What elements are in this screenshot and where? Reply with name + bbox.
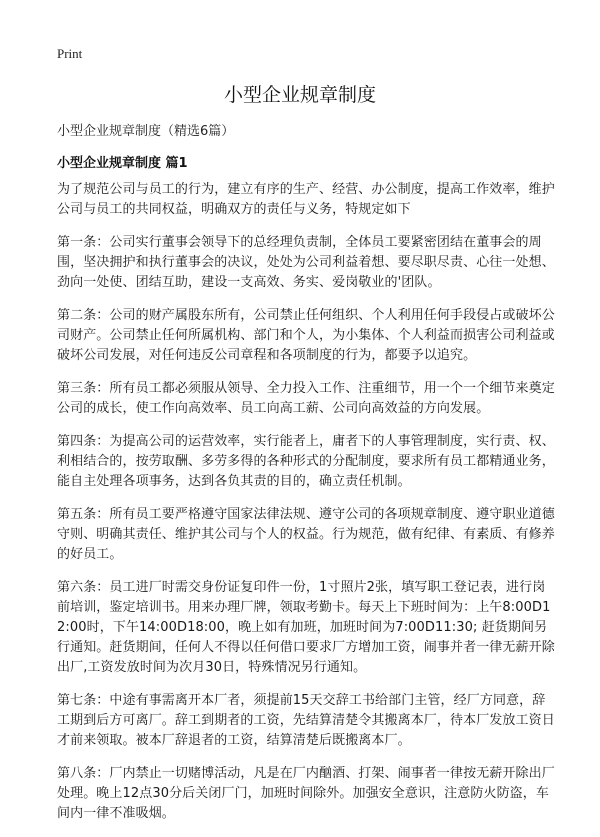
document-title: 小型企业规章制度 bbox=[223, 84, 376, 106]
paragraph-article-4: 第四条：为提高公司的运营效率，实行能者上，庸者下的人事管理制度，实行责、权、利相结合的，按劳取酬、多劳多得的各种形式的分配制度，要求所有员工都精通业务，能自主处理各项事务，达到各负其责的目的，确立责任机制。 bbox=[57, 434, 555, 489]
print-link[interactable]: Print bbox=[57, 46, 83, 61]
paragraph-article-8: 第八条：厂内禁止一切赌博活动，凡是在厂内酗酒、打架、闹事者一律按无薪开除出厂处理。晚上12点30分后关闭厂门，加班时间除外。加强安全意识，注意防火防盗，车间内一律不准吸烟。 bbox=[57, 766, 555, 821]
paragraph-intro: 为了规范公司与员工的行为，建立有序的生产、经营、办公制度，提高工作效率，维护公司与员工的共同权益，明确双方的责任与义务，特规定如下 bbox=[57, 182, 555, 217]
paragraph-article-2: 第二条：公司的财产属股东所有，公司禁止任何组织、个人利用任何手段侵占或破坏公司财产。公司禁止任何所属机构、部门和个人，为小集体、个人利益而损害公司利益或破坏公司发展，对任何违反公司章程和各项制度的行为，都要予以追究。 bbox=[57, 308, 555, 363]
article-body bbox=[57, 180, 557, 837]
paragraph-article-6: 第六条：员工进厂时需交身份证复印件一份，1寸照片2张，填写职工登记表，进行岗前培训，鉴定培训书。用来办理厂牌，领取考勤卡。每天上下班时间为：上午8:00D12:00时，下午14:00D18:00，晚上如有加班，加班时间为7:00D11:30; 赶货期间另行通知。赶货期间，任何人不得以任何借口要求厂方增加工资，闹事并者一律无薪开除出厂,工资发放时间为次月30日，特殊情况另行通知。 bbox=[57, 580, 555, 675]
paragraph-article-5: 第五条：所有员工要严格遵守国家法律法规、遵守公司的各项规章制度、遵守职业道德守则、明确其责任、维护其公司与个人的权益。行为规范，做有纪律、有素质、有修养的好员工。 bbox=[57, 507, 555, 562]
document-subtitle: 小型企业规章制度（精选6篇） bbox=[57, 124, 235, 139]
paragraph-article-3: 第三条：所有员工都必须服从领导、全力投入工作、注重细节，用一个一个细节来奠定公司的成长，使工作向高效率、员工向高工薪、公司向高效益的方向发展。 bbox=[57, 381, 555, 416]
section-heading: 小型企业规章制度 篇1 bbox=[57, 156, 188, 171]
paragraph-article-1: 第一条：公司实行董事会领导下的总经理负责制，全体员工要紧密团结在董事会的周围，坚决拥护和执行董事会的决议，处处为公司利益着想、要尽职尽责、心往一处想、劲向一处使、团结互助，建设一支高效、务实、爱岗敬业的'团队。 bbox=[57, 235, 555, 290]
paragraph-article-7: 第七条：中途有事需离开本厂者，须提前15天交辞工书给部门主管，经厂方同意，辞工期到后方可离厂。辞工到期者的工资，先结算清楚令其搬离本厂，待本厂发放工资日才前来领取。被本厂辞退者的工资，结算清楚后既搬离本厂。 bbox=[57, 693, 555, 748]
